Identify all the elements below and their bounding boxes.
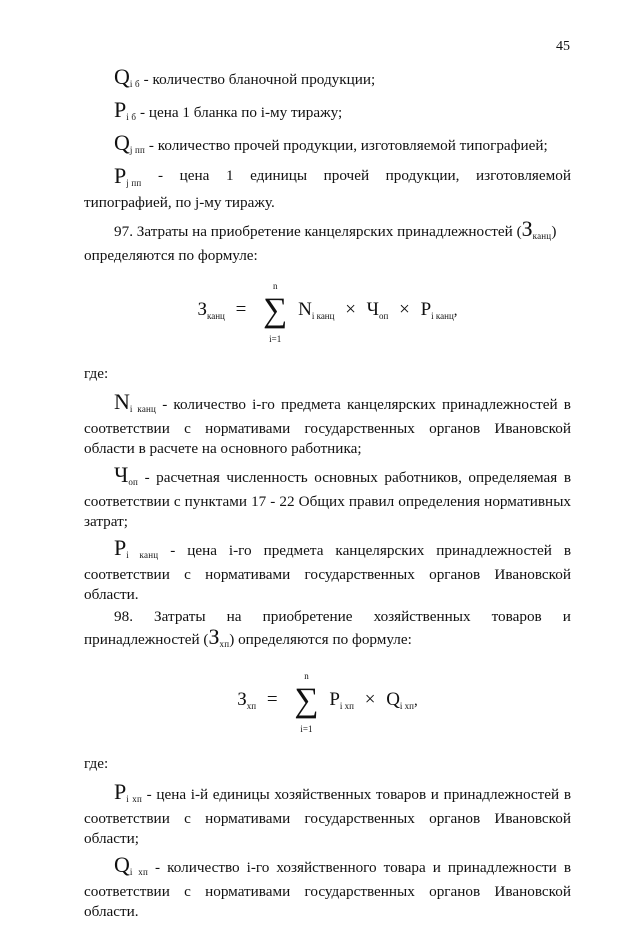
definition-p-ikants: $P_{i канц}$ - цена i-го предмета канцелярских принадлежностей в соответствии с нормативами государственных органов Ивановской области. [84, 535, 571, 603]
sum-sign-icon: n ∑ i=1 [263, 281, 288, 344]
definition-p-jpp: $P_{j пп}$ - цена 1 единицы прочей продукции, изготовляемой типографией, по j-му тиражу. [84, 163, 571, 211]
definition-q-jpp: $Q_{j пп}$ - количество прочей продукции, изготовляемой типографией; [114, 130, 548, 155]
sum-sign-icon: n ∑ i=1 [294, 671, 319, 734]
formula1-lhs: $З_{канц}$ [197, 299, 225, 321]
definition-q-ikhp: $Q_{i хп}$ - количество i-го хозяйственного товара и принадлежности в соответствии с нормативами государственных органов Ивановской области. [84, 852, 571, 920]
page-number: 45 [556, 39, 570, 54]
definition-p-ikhp: $P_{i хп}$ - цена i-й единицы хозяйственных товаров и принадлежностей в соответствии с нормативами государственных органов Ивановской области; [84, 779, 571, 847]
paragraph-97: 97. Затраты на приобретение канцелярских принадлежностей $(З_{канц})$ определяются по формуле: [84, 216, 557, 264]
definition-ch-op: $Ч_{оп}$ - расчетная численность основных работников, определяемая в соответствии с пунктами 17 - 22 Общих правил определения нормативных затрат; [84, 462, 571, 530]
definition-q-ib: $Q_{i б}$ - количество бланочной продукции; [114, 64, 376, 89]
where-label-2: где: [84, 755, 109, 772]
definition-n-ikants: $N_{i канц}$ - количество i-го предмета канцелярских принадлежностей в соответствии с нормативами государственных органов Ивановской области в расчете на основного работника; [84, 389, 571, 457]
definition-p-ib: $P_{i б}$ - цена 1 бланка по i-му тиражу; [114, 97, 343, 122]
formula-kants: $З_{канц}$ = n ∑ i=1 $N_{i канц} \times Ч_{оп} \times P_{i канц}$, [197, 281, 458, 344]
formula-khp: $З_{хп}$ = n ∑ i=1 $P_{i хп} \times Q_{i хп}$, [237, 671, 418, 734]
document-body [84, 64, 571, 928]
formula2-lhs: $З_{хп}$ [237, 689, 257, 711]
where-label-1: где: [84, 365, 109, 382]
paragraph-98: 98. Затраты на приобретение хозяйственных товаров и принадлежностей $(З_{хп})$ определяются по формуле: [84, 608, 571, 649]
